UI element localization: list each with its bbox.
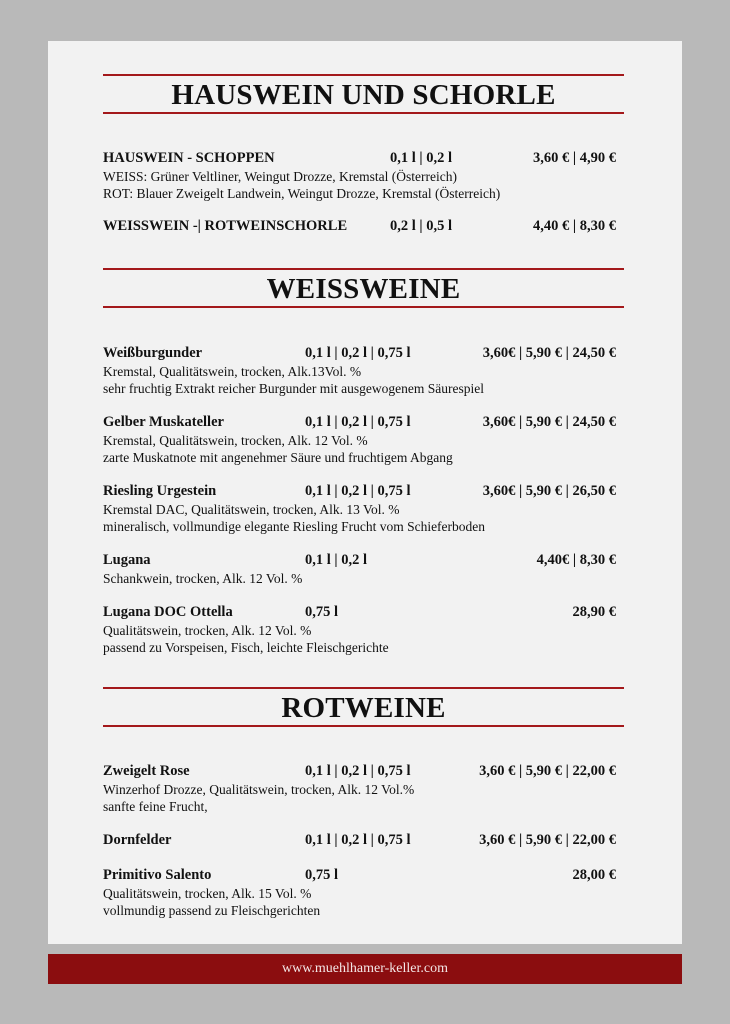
item-name: Primitivo Salento [103, 867, 212, 883]
item-price: 4,40 € | 8,30 € [533, 218, 616, 234]
item-description: sehr fruchtig Extrakt reicher Burgunder mit ausgewogenem Säurespiel [103, 381, 485, 396]
item-description: Kremstal DAC, Qualitätswein, trocken, Alk. 13 Vol. % [103, 502, 400, 517]
item-description: mineralisch, vollmundige elegante Riesling Frucht vom Schieferboden [103, 519, 486, 534]
item-name: HAUSWEIN - SCHOPPEN [103, 150, 275, 166]
section-rotweine [103, 687, 624, 727]
item-size: 0,75 l [305, 604, 339, 620]
item-price: 28,90 € [572, 604, 616, 620]
menu-item [103, 832, 616, 850]
item-description: ROT: Blauer Zweigelt Landwein, Weingut Drozze, Kremstal (Österreich) [103, 186, 501, 201]
item-description: Qualitätswein, trocken, Alk. 12 Vol. % [103, 623, 312, 638]
item-name: Riesling Urgestein [103, 483, 217, 499]
item-description: passend zu Vorspeisen, Fisch, leichte Fleischgerichte [103, 640, 389, 655]
item-price: 3,60 € | 4,90 € [533, 150, 616, 166]
item-description: vollmundig passend zu Fleischgerichten [103, 903, 321, 918]
item-description: Schankwein, trocken, Alk. 12 Vol. % [103, 571, 303, 586]
item-description: sanfte feine Frucht, [103, 799, 208, 814]
footer-bar [48, 954, 682, 984]
item-size: 0,2 l | 0,5 l [390, 218, 453, 234]
menu-item [103, 345, 616, 397]
item-price: 3,60 € | 5,90 € | 22,00 € [479, 763, 616, 779]
item-price: 3,60€ | 5,90 € | 24,50 € [482, 345, 616, 361]
item-price: 28,00 € [572, 867, 616, 883]
item-name: Zweigelt Rose [103, 763, 190, 779]
item-description: zarte Muskatnote mit angenehmer Säure und fruchtigem Abgang [103, 450, 453, 465]
section-title: HAUSWEIN UND SCHORLE [103, 74, 624, 114]
item-description: WEISS: Grüner Veltliner, Weingut Drozze, Kremstal (Österreich) [103, 169, 458, 184]
item-description: Qualitätswein, trocken, Alk. 15 Vol. % [103, 886, 312, 901]
item-size: 0,1 l | 0,2 l | 0,75 l [305, 832, 411, 848]
item-size: 0,1 l | 0,2 l [305, 552, 368, 568]
item-name: Lugana [103, 552, 151, 568]
section-hauswein [103, 74, 624, 114]
item-size: 0,1 l | 0,2 l | 0,75 l [305, 414, 411, 430]
website-link[interactable]: www.muehlhamer-keller.com [282, 961, 448, 976]
menu-item [103, 763, 616, 815]
item-size: 0,1 l | 0,2 l [390, 150, 453, 166]
item-name: Gelber Muskateller [103, 414, 224, 430]
menu-item [103, 414, 616, 466]
item-price: 4,40€ | 8,30 € [536, 552, 616, 568]
item-price: 3,60€ | 5,90 € | 24,50 € [482, 414, 616, 430]
item-description: Kremstal, Qualitätswein, trocken, Alk.13Vol. % [103, 364, 362, 379]
section-title: WEISSWEINE [103, 268, 624, 308]
item-size: 0,1 l | 0,2 l | 0,75 l [305, 763, 411, 779]
item-size: 0,75 l [305, 867, 339, 883]
item-price: 3,60€ | 5,90 € | 26,50 € [482, 483, 616, 499]
section-title: ROTWEINE [103, 687, 624, 727]
item-price: 3,60 € | 5,90 € | 22,00 € [479, 832, 616, 848]
menu-item [103, 218, 616, 236]
item-name: Weißburgunder [103, 345, 203, 361]
item-name: WEISSWEIN -| ROTWEINSCHORLE [103, 218, 348, 234]
menu-item [103, 483, 616, 535]
item-size: 0,1 l | 0,2 l | 0,75 l [305, 483, 411, 499]
item-description: Winzerhof Drozze, Qualitätswein, trocken, Alk. 12 Vol.% [103, 782, 415, 797]
section-weissweine [103, 268, 624, 308]
item-description: Kremstal, Qualitätswein, trocken, Alk. 12 Vol. % [103, 433, 368, 448]
item-name: Lugana DOC Ottella [103, 604, 233, 620]
menu-item [103, 150, 616, 202]
menu-item [103, 604, 616, 656]
item-name: Dornfelder [103, 832, 172, 848]
menu-item [103, 552, 616, 587]
item-size: 0,1 l | 0,2 l | 0,75 l [305, 345, 411, 361]
menu-item [103, 867, 616, 919]
